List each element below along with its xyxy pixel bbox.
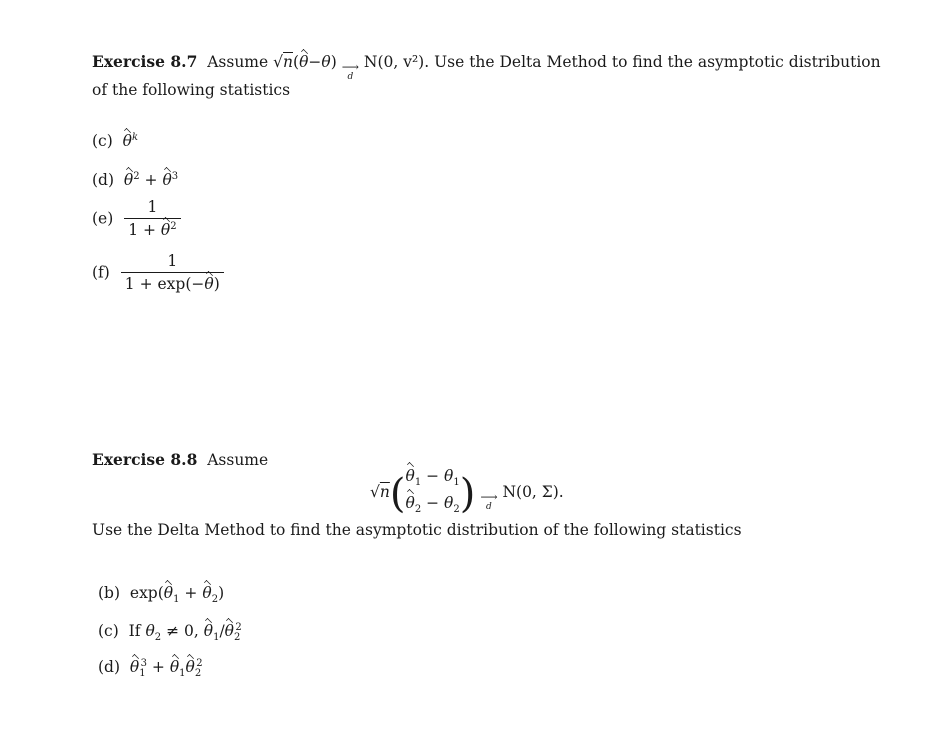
exercise-8-7-title: Exercise 8.7	[92, 52, 198, 71]
item-label: (d)	[92, 171, 115, 190]
item-label: (b)	[98, 584, 121, 602]
exercise-8-7-assume: Assume	[207, 53, 269, 71]
exercise-8-8-body: Use the Delta Method to find the asymptotic distribution of the following statistics	[92, 521, 742, 539]
exercise-8-7-item-e: (e) $\frac{1}{1 + \theta^2}$	[92, 198, 181, 239]
exercise-8-7-item-c: (c) $\theta^k$	[92, 132, 139, 151]
exercise-8-7-intro-rest: . Use the Delta Method to find the asymptotic distribution	[424, 53, 881, 71]
exercise-8-7-item-d: (d) $\theta^2 + \theta^3$	[92, 171, 179, 190]
exercise-8-8-limit: N(0, Σ).	[502, 483, 564, 502]
exercise-8-8-title: Exercise 8.8	[92, 450, 198, 469]
exercise-8-8-display-formula: √n( $\theta_1 - \theta_1$ $\theta_2 - \theta_2$ ) ⟶ d N(0, Σ).	[370, 467, 564, 518]
exercise-8-7-intro-line2: of the following statistics	[92, 81, 291, 99]
exercise-8-8-item-b: (b) $\exp(\theta_1 + \theta_2)$	[98, 584, 225, 606]
item-label: (c)	[98, 622, 119, 640]
item-label: (d)	[98, 658, 121, 676]
exercise-8-8-heading-line	[92, 450, 268, 469]
exercise-8-7-heading-line	[92, 52, 881, 82]
exercise-8-7-formula: √n(θ−θ) ⟶ d N(0, v²)	[273, 53, 425, 82]
exercise-8-7-limit: N(0, v²)	[363, 53, 425, 71]
item-label: (e)	[92, 209, 114, 228]
exercise-8-7-item-f: (f) $\frac{1}{1 + \exp(-\theta)}$	[92, 252, 224, 293]
exercise-8-8-item-d: (d) $\theta_1^3 + \theta_1\theta_2^2$	[98, 658, 203, 680]
exercise-8-8-item-c: (c) If $\theta_2 \ne 0$, $\theta_1/\theta_2^2$	[98, 622, 242, 644]
item-label: (c)	[92, 132, 113, 151]
item-label: (f)	[92, 263, 110, 282]
exercise-8-8-assume: Assume	[207, 451, 269, 469]
